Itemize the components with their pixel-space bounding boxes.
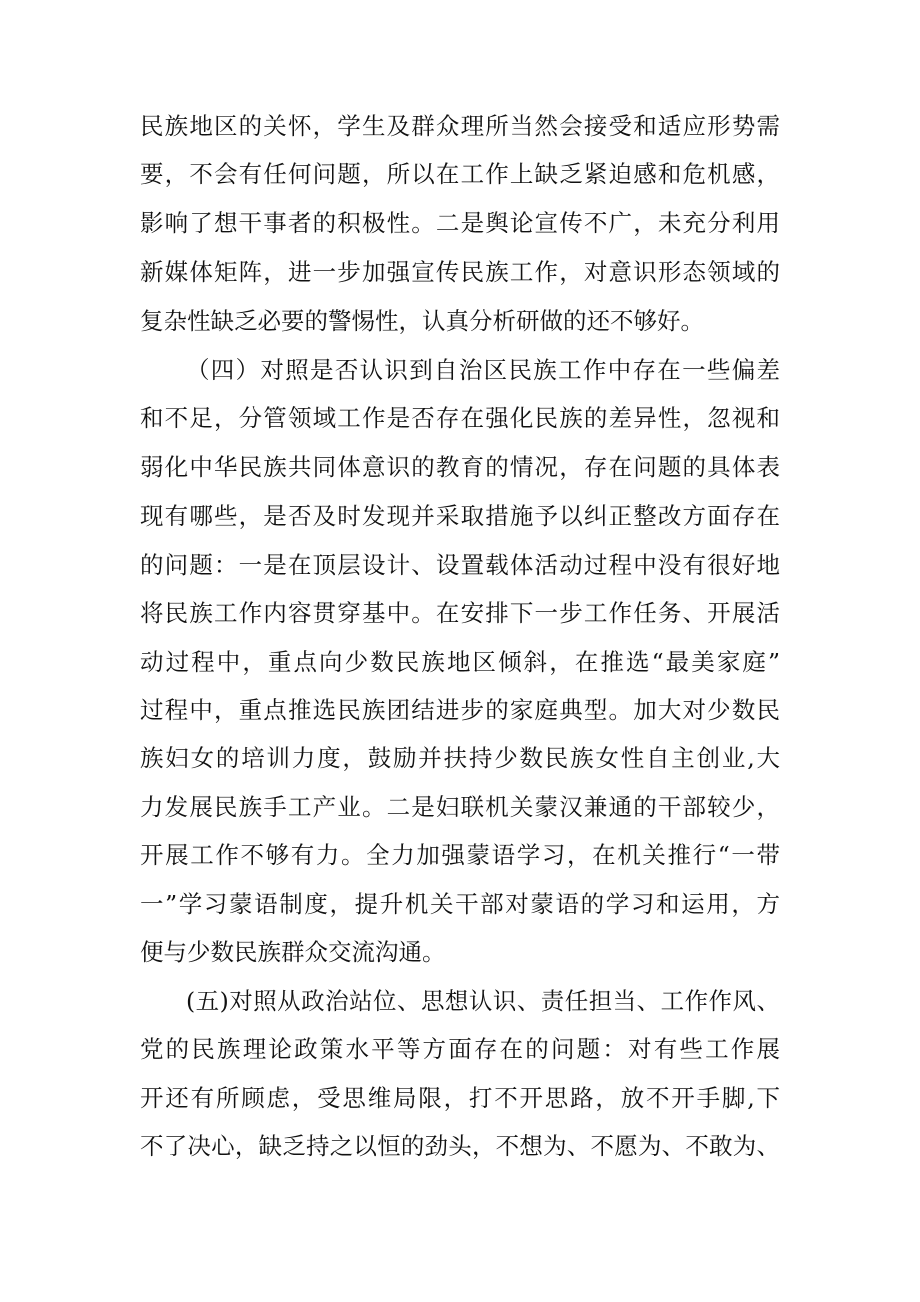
text-line: 弱化中华民族共同体意识的教育的情况，存在问题的具体表 [140, 453, 780, 481]
text-line: 族妇女的培训力度，鼓励并扶持少数民族女性自主创业,大 [140, 744, 780, 772]
text-line: 力发展民族手工产业。二是妇联机关蒙汉兼通的干部较少， [140, 793, 780, 821]
paragraph-heading-four: （四）对照是否认识到自治区民族工作中存在一些偏差 [186, 356, 780, 384]
text-line: 开还有所顾虑，受思维局限，打不开思路，放不开手脚,下 [140, 1084, 780, 1112]
text-line: 一”学习蒙语制度，提升机关干部对蒙语的学习和运用，方 [140, 890, 780, 918]
text-line: 便与少数民族群众交流沟通。 [140, 938, 446, 966]
text-line: 不了决心，缺乏持之以恒的劲头，不想为、不愿为、不敢为、 [140, 1132, 780, 1160]
paragraph-heading-five: (五)对照从政治站位、思想认识、责任担当、工作作风、 [186, 987, 780, 1015]
text-line: 过程中，重点推选民族团结进步的家庭典型。加大对少数民 [140, 696, 780, 724]
text-line: 党的民族理论政策水平等方面存在的问题：对有些工作展 [140, 1035, 780, 1063]
text-line: 民族地区的关怀，学生及群众理所当然会接受和适应形势需 [140, 112, 780, 140]
text-line: 开展工作不够有力。全力加强蒙语学习，在机关推行“一带 [140, 841, 780, 869]
text-line: 动过程中，重点向少数民族地区倾斜，在推选“最美家庭” [140, 648, 780, 676]
text-line: 的问题：一是在顶层设计、设置载体活动过程中没有很好地 [140, 551, 780, 579]
text-line: 影响了想干事者的积极性。二是舆论宣传不广，未充分利用 [140, 209, 780, 237]
text-line: 将民族工作内容贯穿基中。在安排下一步工作任务、开展活 [140, 599, 780, 627]
text-line: 和不足，分管领域工作是否存在强化民族的差异性，忽视和 [140, 404, 780, 432]
text-line: 新媒体矩阵，进一步加强宣传民族工作，对意识形态领域的 [140, 258, 780, 286]
text-line: 现有哪些，是否及时发现并采取措施予以纠正整改方面存在 [140, 502, 780, 530]
text-line: 复杂性缺乏必要的警惕性，认真分析研做的还不够好。 [140, 307, 704, 335]
text-line: 要，不会有任何问题，所以在工作上缺乏紧迫感和危机感， [140, 160, 780, 188]
